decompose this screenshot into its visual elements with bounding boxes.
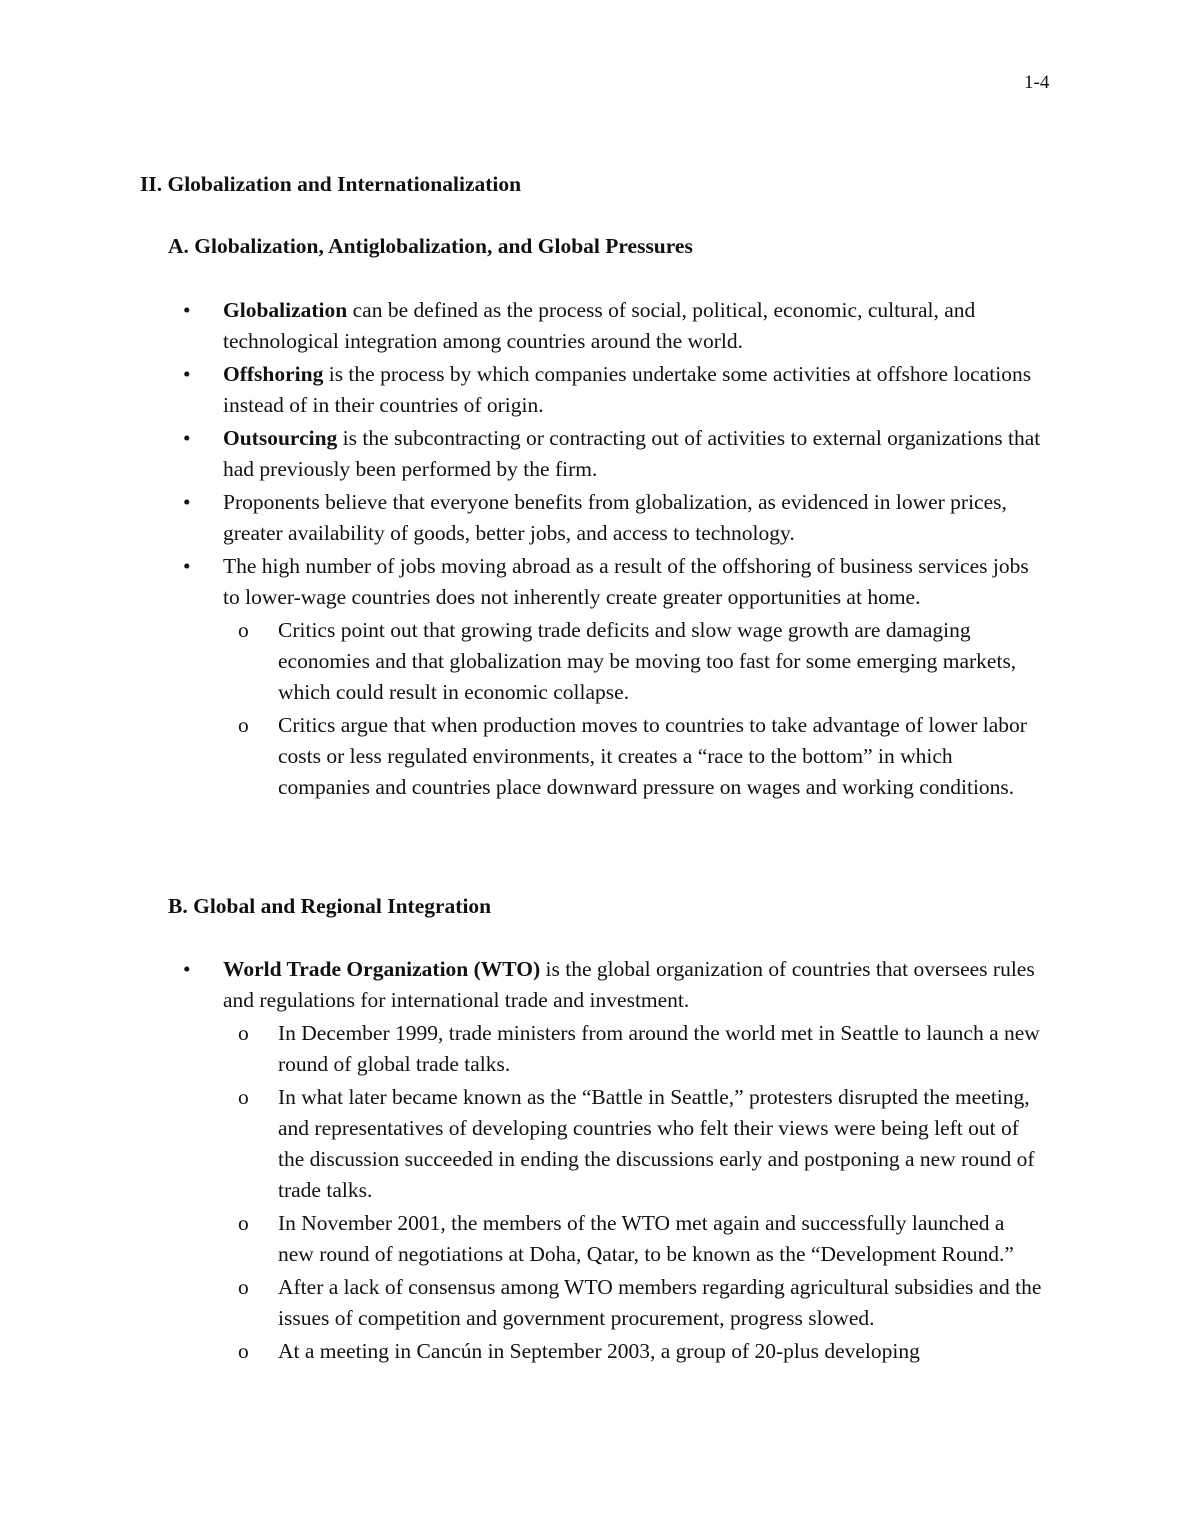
sub-item-text: In December 1999, trade ministers from around the world met in Seattle to launch a new round of global trade talks.	[278, 1021, 1040, 1076]
sub-item-text: At a meeting in Cancún in September 2003, a group of 20-plus developing	[278, 1339, 920, 1363]
term-globalization: Globalization	[223, 298, 348, 322]
wto-sub-list	[223, 1018, 1045, 1367]
sub-bullet-marker: o	[238, 1339, 249, 1363]
sub-item-text: In November 2001, the members of the WTO met again and successfully launched a new round of negotiations at Doha, Qatar, to be known as the “Development Round.”	[278, 1211, 1014, 1266]
subsection-a-bullet-list	[0, 295, 1045, 805]
term-offshoring: Offshoring	[223, 362, 324, 386]
page-number: 1-4	[1024, 72, 1050, 93]
bullet-item-globalization	[0, 295, 1045, 357]
bullet-item-outsourcing	[0, 423, 1045, 485]
subsection-b-bullet-list	[0, 954, 1045, 1369]
section-heading: II. Globalization and Internationalization	[140, 172, 522, 196]
term-wto: World Trade Organization (WTO)	[223, 957, 541, 981]
bullet-text: Proponents believe that everyone benefits from globalization, as evidenced in lower prices, greater availability of goods, better jobs, and access to technology.	[223, 490, 1007, 545]
bullet-item-wto	[0, 954, 1045, 1367]
sub-item-race-to-bottom	[223, 710, 1045, 803]
bullet-marker: •	[183, 554, 191, 578]
sub-item-doha-2001	[223, 1208, 1045, 1270]
critics-sub-list	[223, 615, 1045, 803]
sub-item-text: Critics argue that when production moves to countries to take advantage of lower labor costs or less regulated environments, it creates a “race to the bottom” in which companies and countries place downward pressure on wages and working conditions.	[278, 713, 1027, 799]
sub-item-text: Critics point out that growing trade deficits and slow wage growth are damaging economies and that globalization may be moving too fast for some emerging markets, which could result in economic collapse.	[278, 618, 1017, 704]
bullet-item-proponents	[0, 487, 1045, 549]
sub-bullet-marker: o	[238, 713, 249, 737]
bullet-item-offshoring	[0, 359, 1045, 421]
sub-item-cancun-2003	[223, 1336, 1045, 1367]
subsection-a-heading: A. Globalization, Antiglobalization, and Global Pressures	[168, 234, 693, 258]
bullet-marker: •	[183, 490, 191, 514]
subsection-b-heading: B. Global and Regional Integration	[168, 894, 492, 918]
bullet-marker: •	[183, 298, 191, 322]
definition-text: is the process by which companies undertake some activities at offshore locations instead of in their countries of origin.	[223, 362, 1032, 417]
bullet-marker: •	[183, 957, 191, 981]
sub-bullet-marker: o	[238, 1021, 249, 1045]
term-outsourcing: Outsourcing	[223, 426, 338, 450]
sub-bullet-marker: o	[238, 1085, 249, 1109]
sub-bullet-marker: o	[238, 1211, 249, 1235]
sub-item-text: In what later became known as the “Battle in Seattle,” protesters disrupted the meeting, and representatives of developing countries who felt their views were being left out of the discussion succeeded in ending the discussions early and postponing a new round of trade talks.	[278, 1085, 1035, 1202]
sub-item-battle-in-seattle	[223, 1082, 1045, 1206]
sub-item-text: After a lack of consensus among WTO members regarding agricultural subsidies and the issues of competition and government procurement, progress slowed.	[278, 1275, 1042, 1330]
bullet-marker: •	[183, 426, 191, 450]
bullet-text: The high number of jobs moving abroad as a result of the offshoring of business services jobs to lower-wage countries does not inherently create greater opportunities at home.	[223, 554, 1029, 609]
sub-item-seattle-1999	[223, 1018, 1045, 1080]
sub-item-trade-deficits	[223, 615, 1045, 708]
sub-bullet-marker: o	[238, 618, 249, 642]
definition-text: is the global organization of countries that oversees rules and regulations for international trade and investment.	[223, 957, 1035, 1012]
bullet-item-jobs-abroad	[0, 551, 1045, 803]
sub-bullet-marker: o	[238, 1275, 249, 1299]
definition-text: is the subcontracting or contracting out of activities to external organizations that had previously been performed by the firm.	[223, 426, 1041, 481]
bullet-marker: •	[183, 362, 191, 386]
sub-item-progress-slowed	[223, 1272, 1045, 1334]
definition-text: can be defined as the process of social, political, economic, cultural, and technological integration among countries around the world.	[223, 298, 976, 353]
